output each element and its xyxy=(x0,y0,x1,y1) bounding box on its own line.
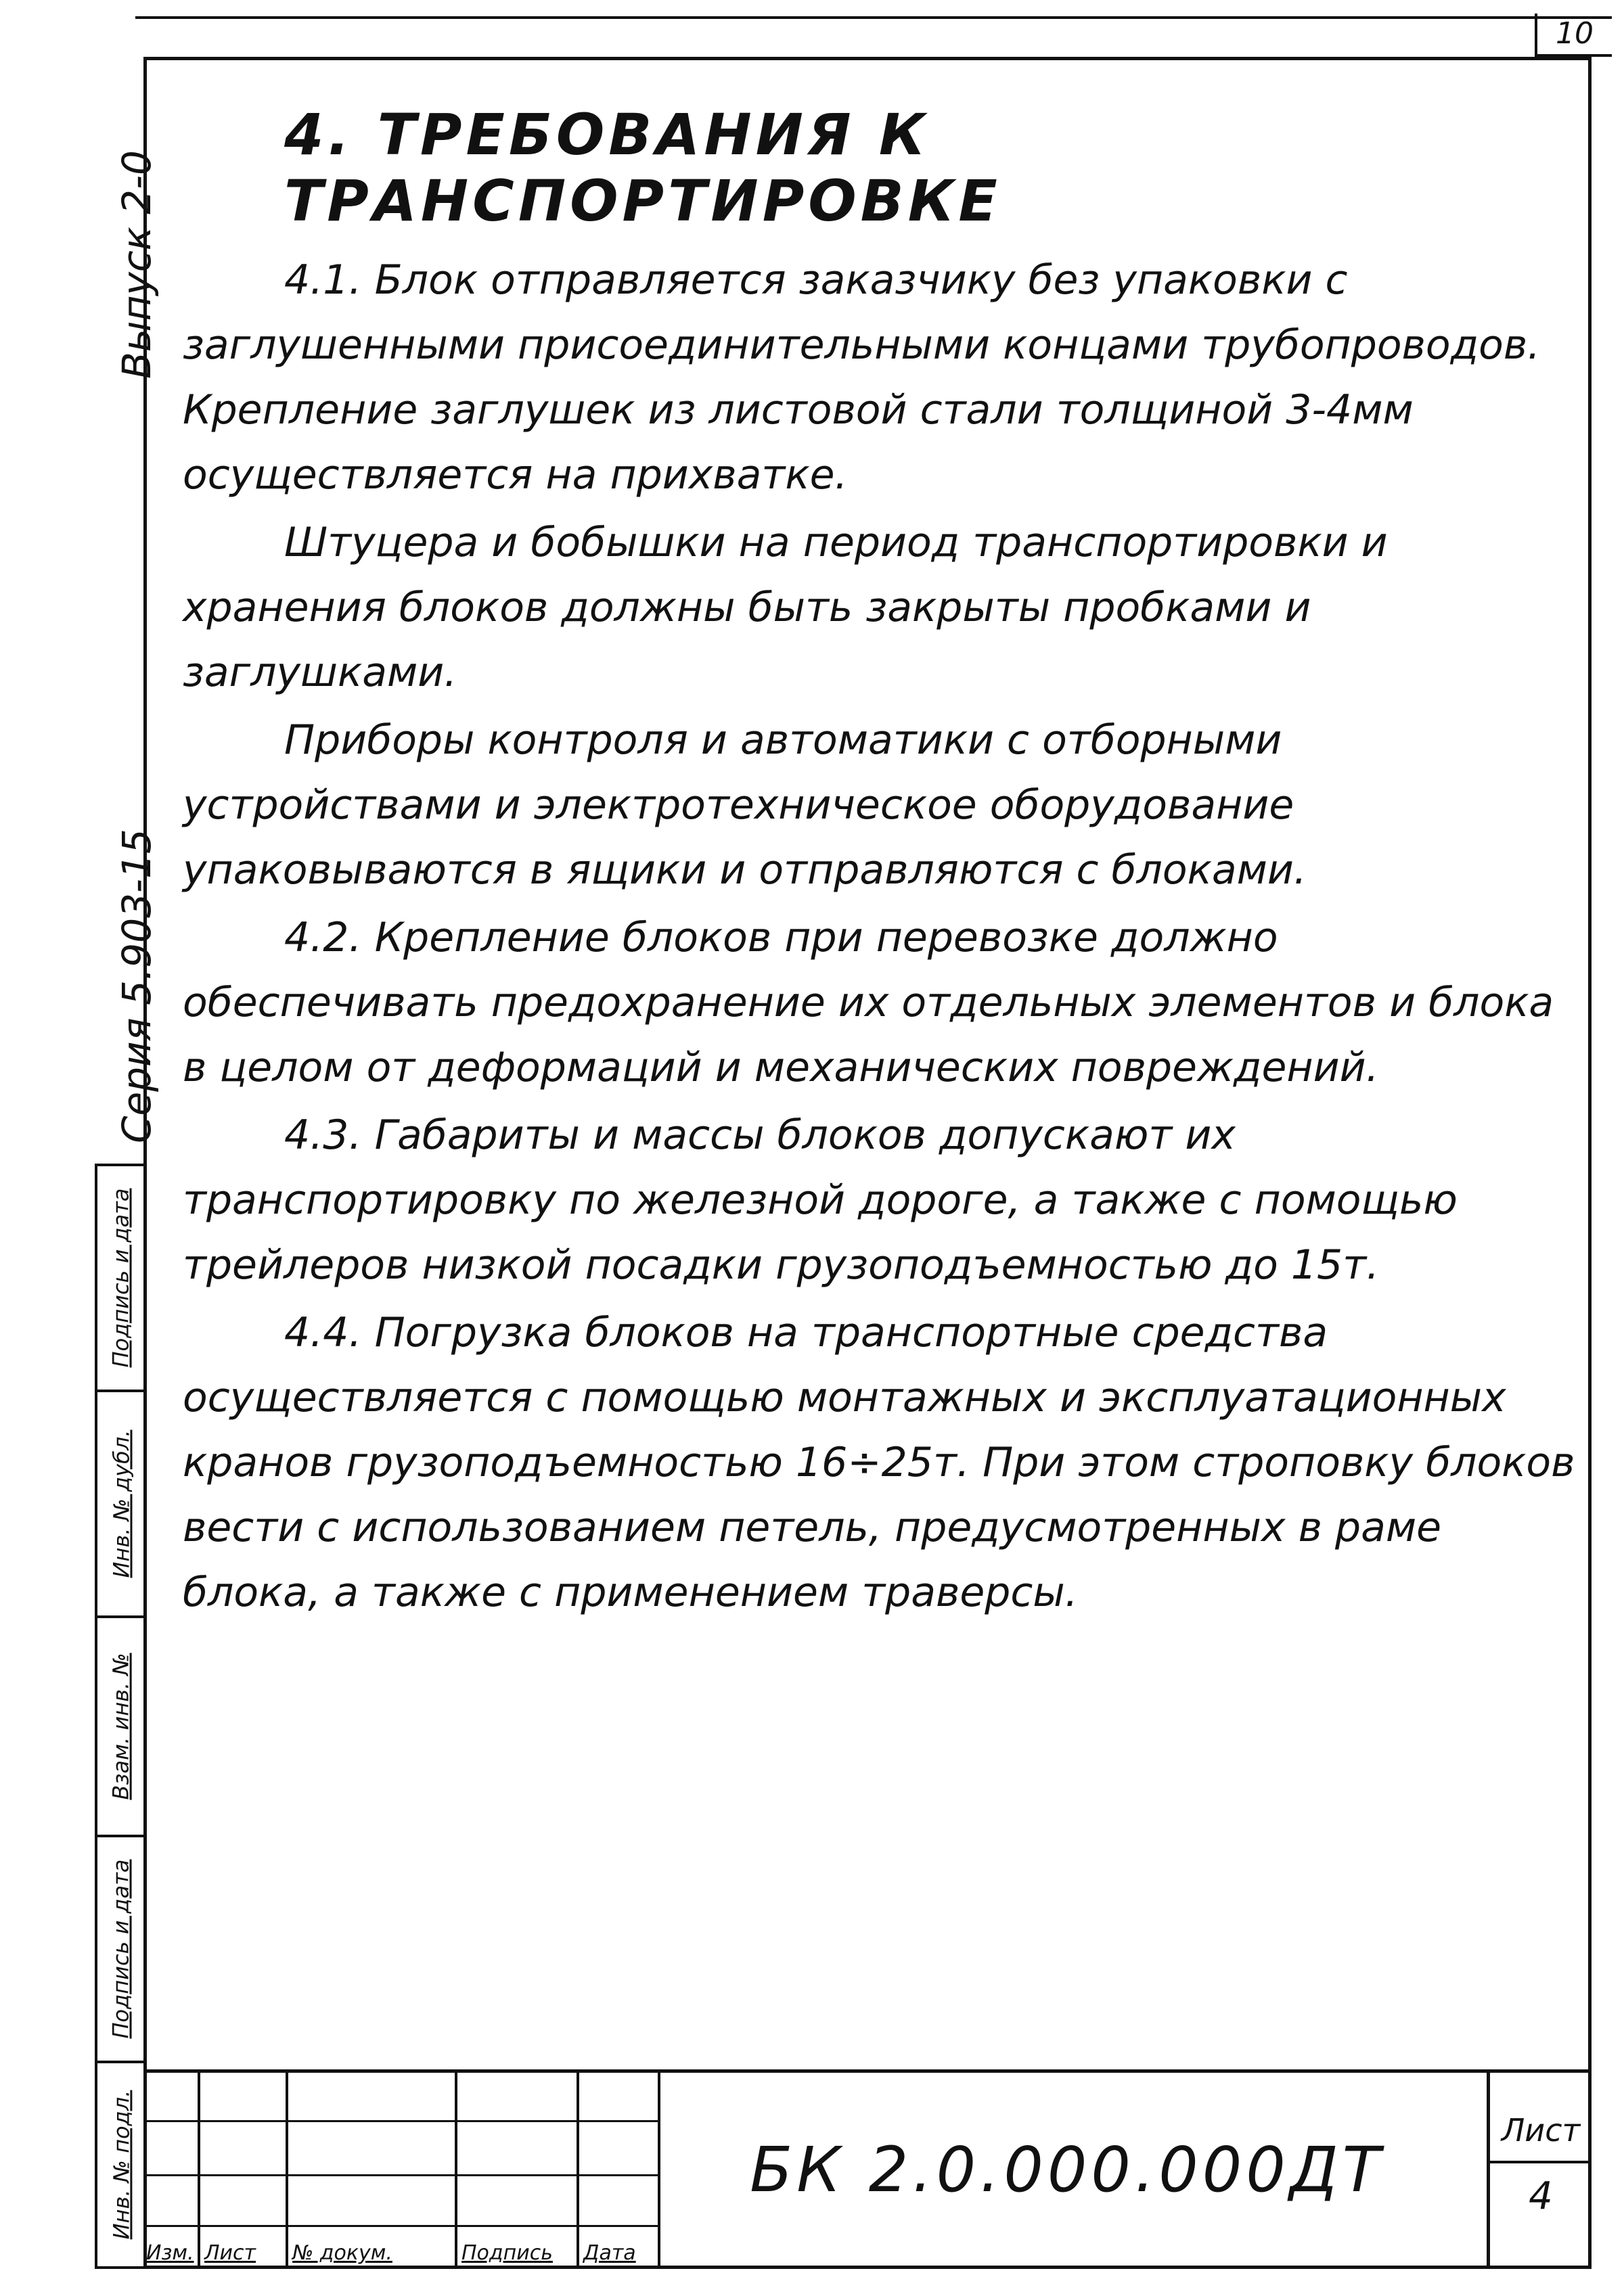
revision-row xyxy=(143,2225,658,2227)
revision-row xyxy=(143,2174,658,2176)
revision-row xyxy=(143,2120,658,2122)
side-cell-repl-inv xyxy=(97,1618,145,1837)
header-date: Дата xyxy=(583,2241,636,2265)
paragraph-4-2: 4.2. Крепление блоков при перевозке должно обеспечивать предохранение их отдельных элементов и блока в целом от деформаций и механических повреждений. xyxy=(183,914,1554,1091)
paragraph-fittings: Штуцера и бобышки на период транспортировки и хранения блоков должны быть закрыты пробками и заглушками. xyxy=(183,519,1388,696)
page-number: 10 xyxy=(1535,14,1612,57)
side-strip xyxy=(95,1164,145,2269)
side-cell-label: Инв. № дубл. xyxy=(108,1429,134,1578)
paragraph-4-4: 4.4. Погрузка блоков на транспортные средства осуществляется с помощью монтажных и эксплуатационных кранов грузоподъемностью 16÷25т. При этом строповку блоков вести с использованием петель, предусмотренных в раме блока, а также с применением траверсы. xyxy=(183,1309,1575,1616)
sheet-label: Лист xyxy=(1490,2100,1592,2163)
side-cell-label: Взам. инв. № xyxy=(108,1653,135,1800)
header-doc-number: № докум. xyxy=(292,2241,392,2265)
paragraph-instruments: Приборы контроля и автоматики с отборными устройствами и электротехническое оборудование упаковываются в ящики и отправляются с блоками. xyxy=(183,716,1307,894)
sheet-number: 4 xyxy=(1529,2174,1553,2218)
side-cell-dup-inv xyxy=(97,1392,145,1618)
paragraph-4-3: 4.3. Габариты и массы блоков допускают их транспортировку по железной дороге, а также с помощью трейлеров низкой посадки грузоподъемностью до 15т. xyxy=(183,1111,1458,1289)
side-cell-signature-date-2 xyxy=(97,1837,145,2063)
header-change: Изм. xyxy=(146,2241,194,2265)
revision-table xyxy=(143,2073,658,2269)
revision-headers xyxy=(143,2230,658,2265)
sheet-box xyxy=(1487,2073,1592,2269)
side-cell-label: Подпись и дата xyxy=(108,1188,134,1368)
document-body xyxy=(183,101,1577,1625)
document-code: БК 2.0.000.000ДТ xyxy=(750,2134,1384,2206)
side-cell-orig-inv xyxy=(97,2063,145,2266)
header-sheet: Лист xyxy=(204,2241,256,2265)
series-label: Серия 5.903-15 xyxy=(114,829,160,1143)
issue-label: Выпуск 2-0 xyxy=(114,150,160,379)
side-cell-label: Подпись и дата xyxy=(108,1859,134,2039)
header-signature: Подпись xyxy=(461,2241,553,2265)
paragraph-4-1: 4.1. Блок отправляется заказчику без упаковки с заглушенными присоединительными концами трубопроводов. Крепление заглушек из листовой стали толщиной 3-4мм осуществляется на прихватке. xyxy=(183,256,1541,499)
side-cell-signature-date-1 xyxy=(97,1166,145,1392)
title-block xyxy=(143,2069,1592,2269)
top-border-line xyxy=(135,16,1612,19)
side-cell-label: Инв. № подл. xyxy=(108,2090,135,2240)
revision-col-divider xyxy=(658,2073,660,2269)
section-title: 4. ТРЕБОВАНИЯ К ТРАНСПОРТИРОВКЕ xyxy=(284,101,1001,234)
